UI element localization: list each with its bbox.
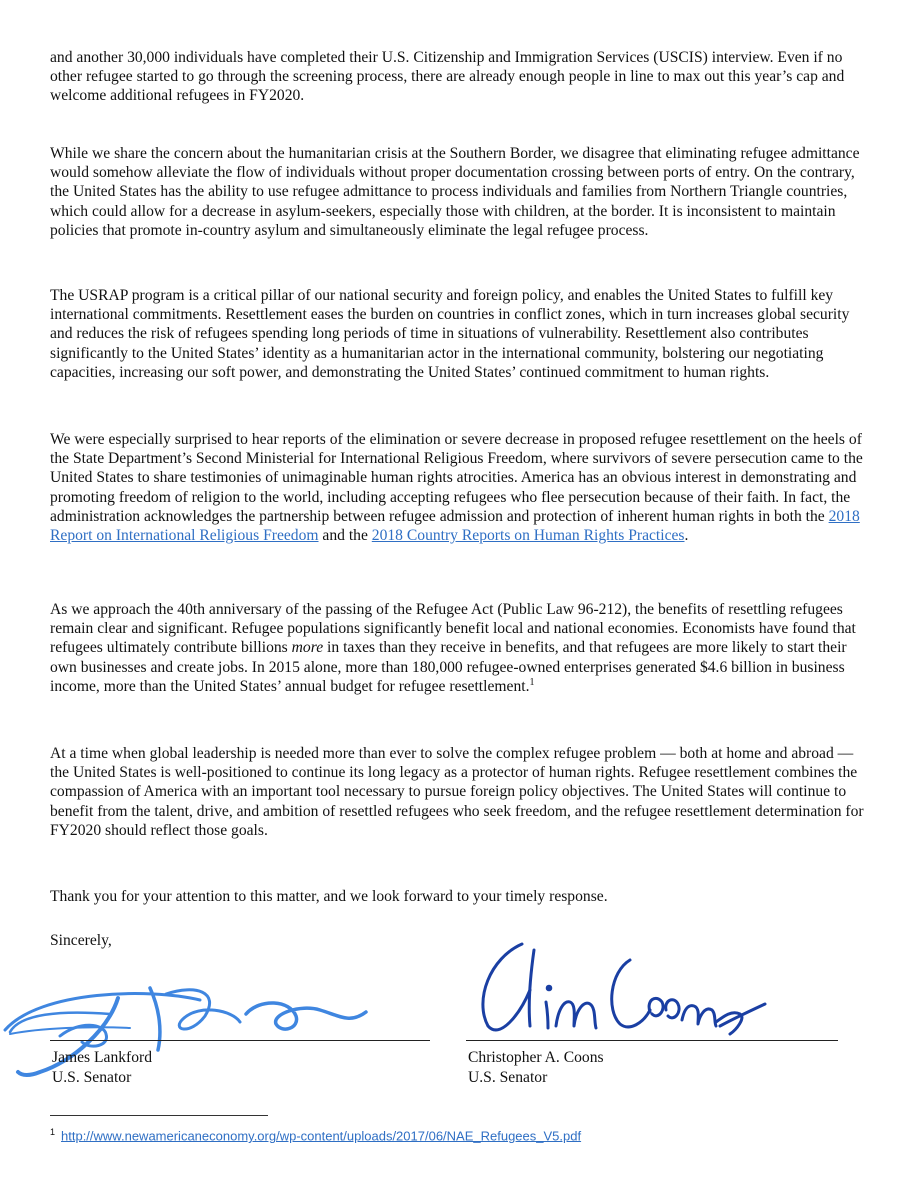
paragraph-thank-you: Thank you for your attention to this matter, and we look forward to your timely response. [50,888,608,905]
refugee-act-text-b: in taxes than they receive in benefits, and that refugees are more likely to start their own businesses and create jobs. In 2015 alone, more than 180,000 refugee-owned enterprises generated $4.6 billion in business income, more than the United States’ annual budget for refugee resettlement. [50,639,847,695]
signer-name: James Lankford [52,1049,153,1066]
signature-line-left [50,1040,430,1041]
paragraph-uscis-interview: and another 30,000 individuals have completed their U.S. Citizenship and Immigration Services (USCIS) interview. Even if no other refugee started to go through the screening process, there are already enough people in line to max out this year’s cap and welcome additional refugees in FY2020. [50,49,845,105]
paragraph-refugee-act [50,600,870,696]
signer-lankford [52,1048,152,1087]
footnote-link[interactable]: http://www.newamericaneconomy.org/wp-content/uploads/2017/06/NAE_Refugees_V5.pdf [61,1128,582,1144]
signer-title: U.S. Senator [52,1068,132,1086]
footnote-reference: 1 [529,676,535,688]
refugee-act-text-a: As we approach the 40th anniversary of the passing of the Refugee Act (Public Law 96-212), the benefits of resettling refugees remain clear and significant. Refugee populations significantly benefit local and national economies. Economists have found that refugees ultimately contribute billions [50,601,856,657]
signer-title: U.S. Senator [468,1068,548,1086]
sentence-end: . [684,527,689,545]
signature-line-right [466,1040,838,1041]
paragraph-southern-border: While we share the concern about the humanitarian crisis at the Southern Border, we disagree that eliminating refugee admittance would somehow alleviate the flow of individuals without proper documentation crossing between ports of entry. On the contrary, the United States has the ability to use refugee admittance to process individuals and families from Northern Triangle countries, which could allow for a decrease in asylum-seekers, especially those with children, at the border. It is inconsistent to maintain policies that promote in-country asylum and simultaneously eliminate the legal refugee process. [50,145,860,239]
paragraph-usrap-program: The USRAP program is a critical pillar of our national security and foreign policy, and enables the United States to fulfill key international commitments. Resettlement eases the burden on countries in conflict zones, which in turn increases global security and reduces the risk of refugees spending long periods of time in situations of vulnerability. Resettlement also contributes significantly to the United States’ identity as a humanitarian actor in the international community, bolstering our negotiating capacities, increasing our soft power, and demonstrating the United States’ continued commitment to human rights. [50,287,850,381]
footnote-mark: 1 [50,1127,56,1137]
paragraph-global-leadership: At a time when global leadership is needed more than ever to solve the complex refugee problem — both at home and abroad — the United States is well-positioned to continue its long legacy as a protector of human rights. Refugee resettlement combines the compassion of America with an important tool necessary to pursue foreign policy objectives. The United States will continue to benefit from the talent, drive, and ambition of resettled refugees who seek freedom, and the refugee resettlement determination for FY2020 should reflect those goals. [50,745,864,839]
coons-signature [460,930,770,1040]
conjunction-text: and the [318,527,372,545]
religious-freedom-text: We were especially surprised to hear reports of the elimination or severe decrease in proposed refugee resettlement on the heels of the State Department’s Second Ministerial for International Religious Freedom, where survivors of severe persecution came to the United States to share testimonies of unimaginable human rights atrocities. America has an obvious interest in demonstrating and promoting freedom of religion to the world, including accepting refugees who flee persecution because of their faith. In fact, the administration acknowledges the partnership between refugee admission and protection of inherent human rights in both the [50,431,863,525]
footnote-divider [50,1115,268,1116]
footnote [50,1124,581,1144]
link-2018-human-rights-reports[interactable]: 2018 Country Reports on Human Rights Practices [371,527,685,545]
closing-sincerely: Sincerely, [50,932,112,949]
signer-coons [468,1048,604,1087]
emphasis-more: more [291,639,324,657]
paragraph-religious-freedom [50,430,870,545]
signer-name: Christopher A. Coons [468,1049,604,1066]
link-2018-religious-freedom-report[interactable]: 2018 Report on International Religious Freedom [50,507,860,545]
